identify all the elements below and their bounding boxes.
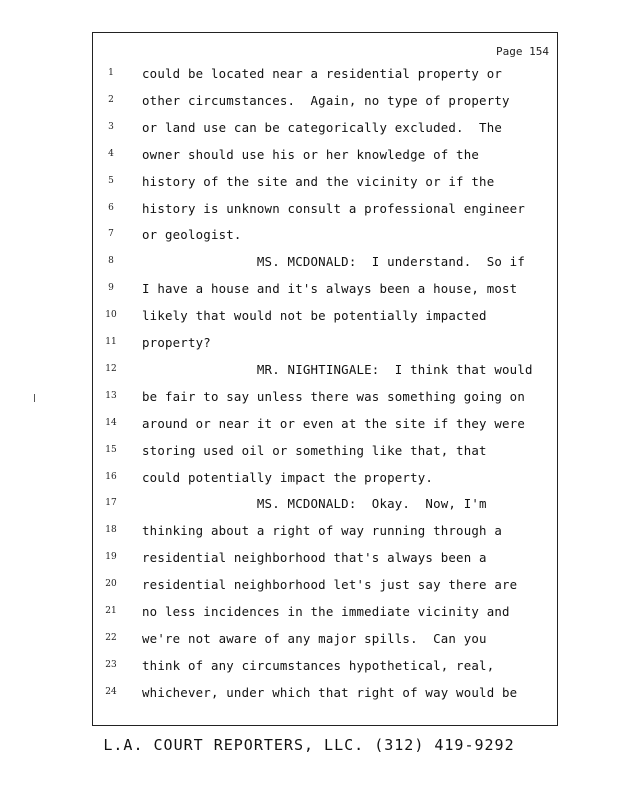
line-number: 6 [108,202,114,213]
line-number: 12 [105,363,117,374]
transcript-line: history of the site and the vicinity or if the [142,173,495,189]
transcript-line: think of any circumstances hypothetical, real, [142,657,495,673]
transcript-line: other circumstances. Again, no type of property [142,92,510,108]
line-number: 16 [105,471,117,482]
line-number: 17 [105,498,117,509]
transcript-line: owner should use his or her knowledge of the [142,146,480,162]
line-number: 21 [105,606,117,616]
line-number: 9 [108,283,114,294]
transcript-line: could be located near a residential property or [142,66,503,81]
reporter-footer: L.A. COURT REPORTERS, LLC. (312) 419-9292 [103,736,515,754]
line-number: 2 [108,94,114,105]
transcript-line: around or near it or even at the site if they were [142,415,525,431]
transcript-line: whichever, under which that right of way would be [142,684,518,700]
line-number: 1 [108,68,114,78]
line-number: 20 [105,579,117,590]
line-number: 11 [105,337,117,347]
transcript-line: or land use can be categorically excluded. The [142,119,503,135]
transcript-line: residential neighborhood let's just say there are [142,577,518,593]
line-number: 8 [108,256,114,267]
transcript-line: history is unknown consult a professional engineer [142,200,525,216]
line-number: 23 [105,659,117,670]
line-number: 10 [105,310,117,321]
transcript-line: storing used oil or something like that, that [142,442,487,458]
transcript-line: property? [142,335,211,350]
line-number: 3 [108,121,114,132]
transcript-line: I have a house and it's always been a house, most [142,281,518,297]
transcript-line: could potentially impact the property. [142,469,434,485]
transcript-line: likely that would not be potentially impacted [142,308,487,324]
transcript-line: or geologist. [142,227,242,243]
line-number: 19 [105,552,117,563]
line-number: 13 [105,390,117,401]
line-number: 7 [108,229,114,240]
transcript-line: we're not aware of any major spills. Can you [142,630,487,646]
line-number: 24 [105,686,117,697]
line-number: 4 [108,148,114,159]
transcript-line: MR. NIGHTINGALE: I think that would [142,361,533,377]
transcript-line: residential neighborhood that's always been a [142,550,487,566]
page-number: Page 154 [496,45,549,58]
line-number: 5 [108,175,114,186]
transcript-line: thinking about a right of way running through a [142,523,503,539]
line-number: 15 [105,444,117,455]
transcript-line: MS. MCDONALD: I understand. So if [142,254,525,270]
line-number: 14 [105,417,117,428]
line-number: 22 [105,632,117,643]
transcript-line: be fair to say unless there was something going on [142,388,525,404]
transcript-page-border [92,32,558,726]
left-margin-mark [34,394,38,402]
transcript-line: no less incidences in the immediate vicinity and [142,604,510,619]
transcript-line: MS. MCDONALD: Okay. Now, I'm [142,496,487,512]
line-number: 18 [105,525,117,536]
